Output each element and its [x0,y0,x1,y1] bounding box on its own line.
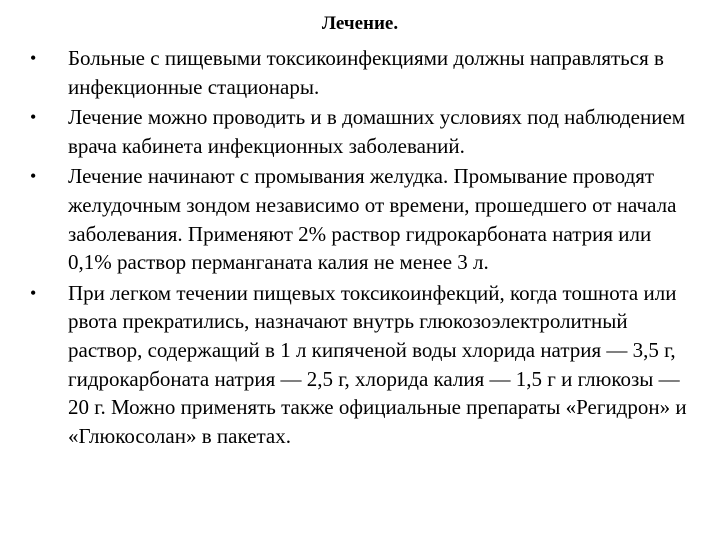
bullet-text: При легком течении пищевых токсикоинфекций, когда тошнота или рвота прекратились, назначают внутрь глюкозоэлектролитный раствор, содержащий в 1 л кипяченой воды хлорида натрия — 3,5 г, гидрокарбоната натрия — 2,5 г, хлорида калия — 1,5 г и глюкозы — 20 г. Можно применять также официальные препараты «Регидрон» и «Глюкосолан» в пакетах. [68,280,687,448]
bullet-item [30,103,700,160]
bullet-item [30,279,700,451]
bullet-icon: • [30,48,37,68]
bullet-icon: • [30,282,37,303]
bullet-item [30,162,700,276]
bullet-text: Лечение начинают с промывания желудка. Промывание проводят желудочным зондом независимо от времени, прошедшего от начала заболевания. Применяют 2% раствор гидрокарбоната натрия или 0,1% раствор перманганата калия не менее 3 л. [68,164,677,275]
slide-title: Лечение. [321,13,399,34]
bullet-item [30,44,700,101]
bullet-icon: • [30,166,37,187]
bullet-text: Лечение можно проводить и в домашних условиях под наблюдением врача кабинета инфекционных заболеваний. [68,105,686,158]
bullet-list [30,44,700,452]
bullet-text: Больные с пищевыми токсикоинфекциями должны направляться в инфекционные стационары. [68,46,664,99]
bullet-icon: • [30,107,37,128]
